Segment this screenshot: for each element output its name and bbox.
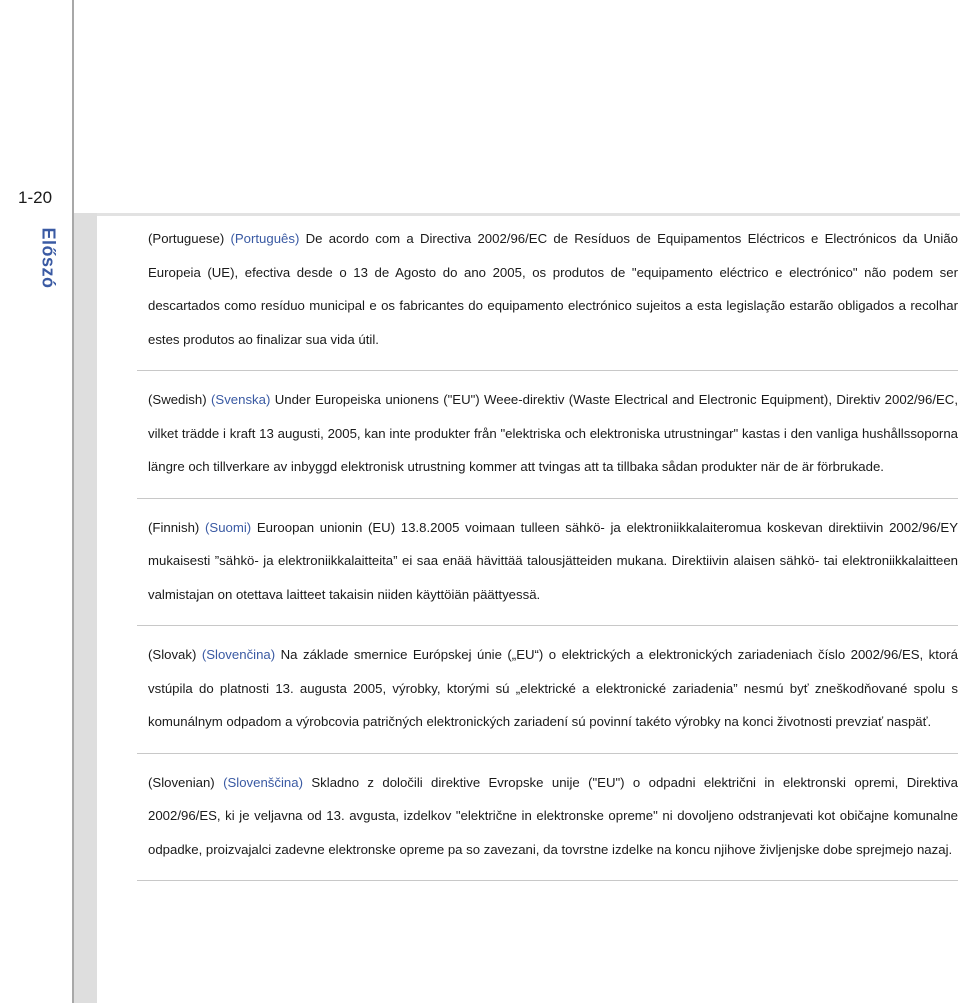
entry-lang-en: (Slovak) [148,647,197,662]
entry-text: De acordo com a Directiva 2002/96/EC de Resíduos de Equipamentos Eléctricos e Electrónicos da União Europeia (UE), efectiva desde o 13 de Agosto do ano 2005, os produtos de "equipamento eléctrico e electrónico" não podem ser descartados como resíduo municipal e os fabricantes do equipamento electrónico sujeitos a esta legislação estarão obligados a recolhar estes produtos ao finalizar sua vida útil. [148,231,958,347]
entry-lang-native: (Svenska) [211,392,271,407]
entry-slovenian [137,766,958,882]
entry-lang-native: (Slovenščina) [223,774,303,790]
gutter-band [74,213,97,1003]
content-area [137,222,958,881]
title-band [24,218,72,1003]
entry-lang-native: (Português) [230,231,300,246]
section-title: Előszó [38,227,59,289]
entry-text: Under Europeiska unionens ("EU") Weee-direktiv (Waste Electrical and Electronic Equipment), Direktiv 2002/96/EC, vilket trädde i kraft 13 augusti, 2005, kan inte produkter från "elektriska och elektroniska utrustningar" kastas i den vanliga hushållssoporna längre och tillverkare av inbyggd elektronisk utrustning kommer att tvingas att ta tillbaka sådan produkter när de är förbrukade. [148,392,958,474]
entry-finnish [137,511,958,627]
entry-lang-native: (Slovenčina) [201,647,276,662]
entry-lang-en: (Slovenian) [148,774,215,790]
entry-text: Na základe smernice Európskej únie („EU“) o elektrických a elektronických zariadeniach číslo 2002/96/ES, ktorá vstúpila do platnosti 13. augusta 2005, výrobky, ktorými sú „elektrické a elektronické zariadenia” nesmú byť zneškodňované spolu s komunálnym odpadom a výrobcovia patričných elektronických zariadení sú povinní takéto výrobky na konci životnosti prevziať naspäť. [148,647,959,729]
entry-swedish [137,383,958,499]
entry-lang-en: (Finnish) [148,519,200,535]
entry-slovak [137,638,958,754]
entry-lang-en: (Portuguese) [148,231,225,246]
entry-lang-native: (Suomi) [205,519,252,535]
page-number: 1-20 [18,188,53,207]
entry-portuguese [137,222,958,371]
entry-text: Euroopan unionin (EU) 13.8.2005 voimaan tulleen sähkö- ja elektroniikkalaiteromua koskevan direktiivin 2002/96/EY mukaisesti ”sähkö- ja elektroniikkalaitteita” ei saa enää hävittää talousjätteiden mukana. Direktiivin alaisen sähkö- tai elektroniikkalaitteen valmistajan on otettava laitteet takaisin niiden käyttöiän päättyessä. [148,519,959,602]
entry-lang-en: (Swedish) [148,392,207,407]
top-rule [97,213,960,216]
entry-text: Skladno z določili direktive Evropske unije ("EU") o odpadni električni in elektronski opremi, Direktiva 2002/96/ES, ki je veljavna od 13. avgusta, izdelkov "električne in elektronske opreme" ni dovoljeno odstranjevati kot običajne komunalne odpadke, proizvajalci zadevne elektronske opreme pa so zavezani, da tovrstne izdelke na koncu njihove življenjske dobe sprejmejo nazaj. [148,774,958,857]
